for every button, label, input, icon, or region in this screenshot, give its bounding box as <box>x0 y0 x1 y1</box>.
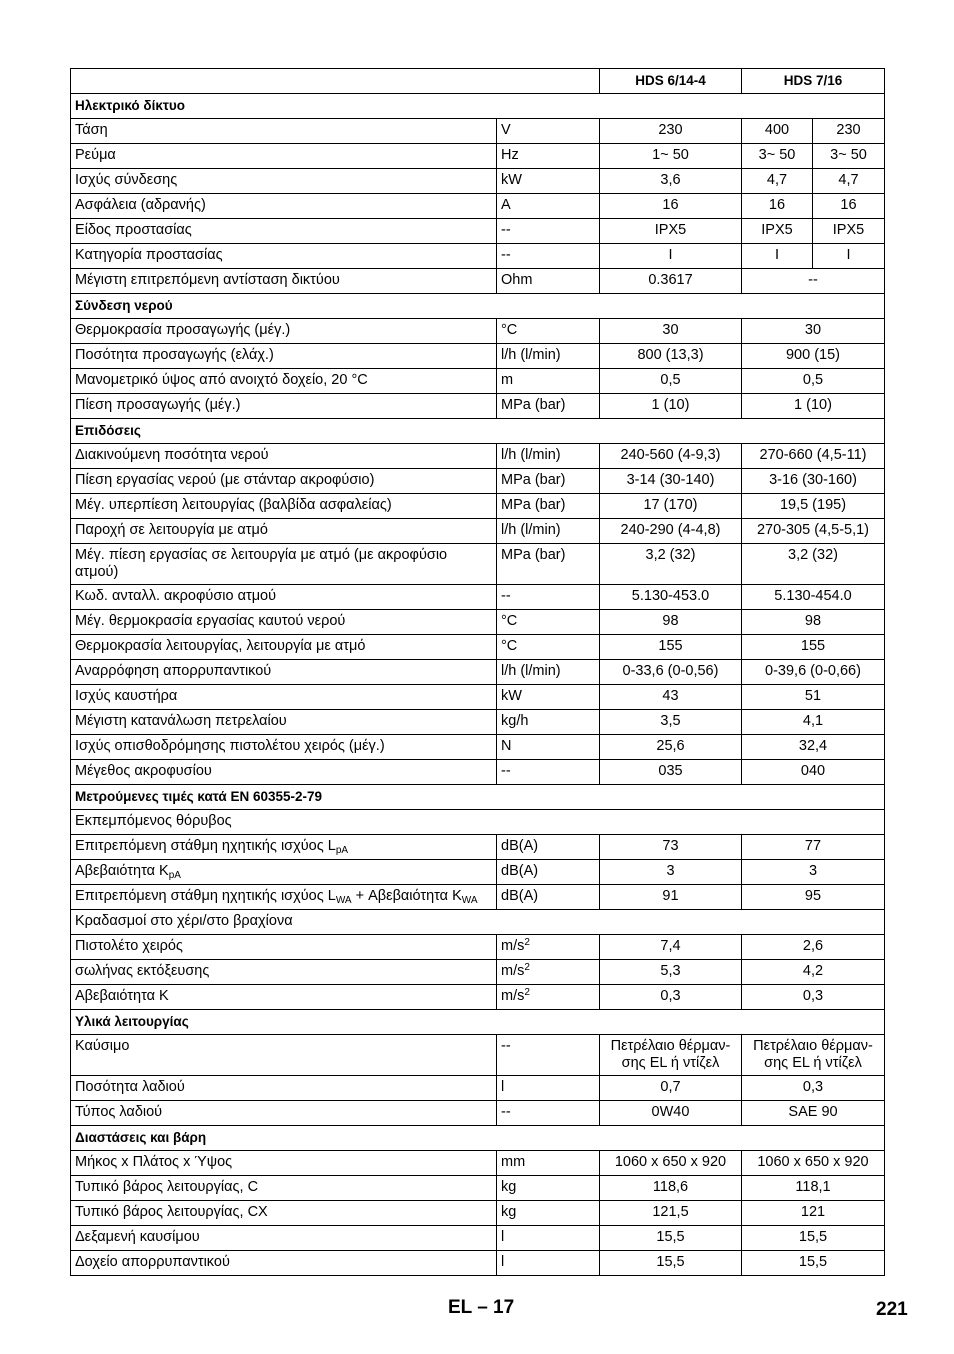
value-a: 25,6 <box>600 735 742 760</box>
technical-data-table <box>70 68 885 1276</box>
value-a: 16 <box>600 194 742 219</box>
value-b: 121 <box>742 1201 885 1226</box>
value-b: 3-16 (30-160) <box>742 469 885 494</box>
row-label: Κατηγορία προστασίας <box>71 244 497 269</box>
section-row <box>71 1010 885 1035</box>
value-b: 15,5 <box>742 1226 885 1251</box>
value-a: 0,7 <box>600 1076 742 1101</box>
row-label <box>71 885 497 910</box>
row-unit: Hz <box>497 144 600 169</box>
table-row <box>71 444 885 469</box>
table-row <box>71 219 885 244</box>
table-row <box>71 1101 885 1126</box>
row-label <box>71 835 497 860</box>
table-row <box>71 660 885 685</box>
row-unit: MPa (bar) <box>497 544 600 585</box>
value-b: 95 <box>742 885 885 910</box>
value-a: 3-14 (30-140) <box>600 469 742 494</box>
row-unit: dB(A) <box>497 860 600 885</box>
value-b: 3,2 (32) <box>742 544 885 585</box>
row-unit: Ohm <box>497 269 600 294</box>
value-a: 30 <box>600 319 742 344</box>
table-row <box>71 519 885 544</box>
row-unit: kW <box>497 685 600 710</box>
row-unit: dB(A) <box>497 885 600 910</box>
value-a: 3 <box>600 860 742 885</box>
table-row <box>71 585 885 610</box>
section-electrical: Ηλεκτρικό δίκτυο <box>71 94 885 119</box>
row-unit <box>497 935 600 960</box>
value-a: 5,3 <box>600 960 742 985</box>
row-unit: l <box>497 1226 600 1251</box>
value-b: 5.130-454.0 <box>742 585 885 610</box>
value-b: -- <box>742 269 885 294</box>
table-row <box>71 544 885 585</box>
value-b2: 3~ 50 <box>813 144 885 169</box>
value-b: SAE 90 <box>742 1101 885 1126</box>
value-a: 0.3617 <box>600 269 742 294</box>
table-row <box>71 1035 885 1076</box>
value-a: 0W40 <box>600 1101 742 1126</box>
label-subscript-2: WA <box>461 895 478 906</box>
label-subscript: pA <box>168 870 181 881</box>
table-row <box>71 169 885 194</box>
value-a: 7,4 <box>600 935 742 960</box>
row-unit: l/h (l/min) <box>497 344 600 369</box>
header-blank <box>71 69 600 94</box>
section-dimensions: Διαστάσεις και βάρη <box>71 1126 885 1151</box>
value-b1: 400 <box>742 119 813 144</box>
row-label: Ποσότητα λαδιού <box>71 1076 497 1101</box>
row-unit: kW <box>497 169 600 194</box>
value-a: 121,5 <box>600 1201 742 1226</box>
row-unit: l <box>497 1076 600 1101</box>
row-label: Ρεύμα <box>71 144 497 169</box>
value-a: 1~ 50 <box>600 144 742 169</box>
value-b: 1060 x 650 x 920 <box>742 1151 885 1176</box>
value-b: 040 <box>742 760 885 785</box>
value-b2: 4,7 <box>813 169 885 194</box>
row-unit: °C <box>497 319 600 344</box>
row-label: Μέγ. πίεση εργασίας σε λειτουργία με ατμό (με ακροφύσιο ατμού) <box>71 544 497 585</box>
row-unit: mm <box>497 1151 600 1176</box>
row-unit: -- <box>497 1101 600 1126</box>
row-label: Ισχύς σύνδεσης <box>71 169 497 194</box>
value-b1: IPX5 <box>742 219 813 244</box>
table-row <box>71 1176 885 1201</box>
row-unit <box>497 985 600 1010</box>
row-label: Είδος προστασίας <box>71 219 497 244</box>
value-b: 19,5 (195) <box>742 494 885 519</box>
value-b: 0-39,6 (0-0,66) <box>742 660 885 685</box>
subsection-row <box>71 910 885 935</box>
row-label: Πίεση προσαγωγής (μέγ.) <box>71 394 497 419</box>
label-text: Επιτρεπόμενη στάθμη ηχητικής ισχύος L <box>75 888 336 904</box>
section-row <box>71 419 885 444</box>
value-b: 0,5 <box>742 369 885 394</box>
row-unit: l/h (l/min) <box>497 660 600 685</box>
table-row <box>71 1251 885 1276</box>
value-b: 0,3 <box>742 1076 885 1101</box>
unit-superscript: 2 <box>524 987 530 998</box>
value-b: 0,3 <box>742 985 885 1010</box>
row-label: Ασφάλεια (αδρανής) <box>71 194 497 219</box>
value-a: 98 <box>600 610 742 635</box>
value-a: 15,5 <box>600 1226 742 1251</box>
value-b: 98 <box>742 610 885 635</box>
table-row <box>71 144 885 169</box>
row-unit: A <box>497 194 600 219</box>
value-b: 1 (10) <box>742 394 885 419</box>
row-label: Πίεση εργασίας νερού (με στάνταρ ακροφύσιο) <box>71 469 497 494</box>
row-label: Μήκος x Πλάτος x Ύψος <box>71 1151 497 1176</box>
table-row <box>71 1226 885 1251</box>
row-label: Αβεβαιότητα K <box>71 985 497 1010</box>
table-row <box>71 494 885 519</box>
row-unit: MPa (bar) <box>497 394 600 419</box>
value-b2: IPX5 <box>813 219 885 244</box>
row-label: Ισχύς καυστήρα <box>71 685 497 710</box>
page-number: 221 <box>876 1299 908 1320</box>
header-model-b: HDS 7/16 <box>742 69 885 94</box>
value-a: 3,2 (32) <box>600 544 742 585</box>
row-unit: N <box>497 735 600 760</box>
row-unit: l/h (l/min) <box>497 444 600 469</box>
header-model-a: HDS 6/14-4 <box>600 69 742 94</box>
value-a: 0-33,6 (0-0,56) <box>600 660 742 685</box>
value-a: 240-560 (4-9,3) <box>600 444 742 469</box>
value-b: 4,1 <box>742 710 885 735</box>
section-water: Σύνδεση νερού <box>71 294 885 319</box>
value-a: 240-290 (4-4,8) <box>600 519 742 544</box>
row-unit: kg <box>497 1176 600 1201</box>
value-b1: 3~ 50 <box>742 144 813 169</box>
value-b: 30 <box>742 319 885 344</box>
row-label: Μανομετρικό ύψος από ανοιχτό δοχείο, 20 °C <box>71 369 497 394</box>
label-subscript: pA <box>335 845 349 856</box>
value-b2: I <box>813 244 885 269</box>
section-performance: Επιδόσεις <box>71 419 885 444</box>
row-unit: V <box>497 119 600 144</box>
row-label: Τυπικό βάρος λειτουργίας, C <box>71 1176 497 1201</box>
value-b: Πετρέλαιο θέρμαν-σης EL ή ντίζελ <box>742 1035 885 1076</box>
value-b: 2,6 <box>742 935 885 960</box>
row-label: Παροχή σε λειτουργία με ατμό <box>71 519 497 544</box>
value-b: 32,4 <box>742 735 885 760</box>
row-label: Δοχείο απορρυπαντικού <box>71 1251 497 1276</box>
table-row <box>71 710 885 735</box>
value-b: 4,2 <box>742 960 885 985</box>
value-a: 035 <box>600 760 742 785</box>
table-row <box>71 194 885 219</box>
label-text: Αβεβαιότητα K <box>75 863 169 879</box>
value-a: 5.130-453.0 <box>600 585 742 610</box>
row-label: Δεξαμενή καυσίμου <box>71 1226 497 1251</box>
section-row <box>71 785 885 810</box>
table-row <box>71 885 885 910</box>
value-b2: 16 <box>813 194 885 219</box>
table-row <box>71 985 885 1010</box>
table-row <box>71 735 885 760</box>
row-unit: dB(A) <box>497 835 600 860</box>
value-a: I <box>600 244 742 269</box>
table-row <box>71 935 885 960</box>
noise-heading: Εκπεμπόμενος θόρυβος <box>71 810 885 835</box>
row-label: Μέγ. υπερπίεση λειτουργίας (βαλβίδα ασφαλείας) <box>71 494 497 519</box>
row-unit: MPa (bar) <box>497 494 600 519</box>
table-row <box>71 835 885 860</box>
row-unit: -- <box>497 1035 600 1076</box>
value-b: 118,1 <box>742 1176 885 1201</box>
table-row <box>71 860 885 885</box>
row-unit: °C <box>497 610 600 635</box>
unit-text: m/s <box>501 963 525 979</box>
table-row <box>71 369 885 394</box>
subsection-row <box>71 810 885 835</box>
value-a: IPX5 <box>600 219 742 244</box>
section-row <box>71 94 885 119</box>
label-text-2: + Αβεβαιότητα K <box>351 888 462 904</box>
table-row <box>71 1151 885 1176</box>
table-row <box>71 760 885 785</box>
table-row <box>71 344 885 369</box>
unit-text: m/s <box>501 988 525 1004</box>
value-a: 3,5 <box>600 710 742 735</box>
value-a: 1 (10) <box>600 394 742 419</box>
table-row <box>71 244 885 269</box>
row-unit: -- <box>497 244 600 269</box>
value-b: 77 <box>742 835 885 860</box>
value-a: 17 (170) <box>600 494 742 519</box>
footer-section-label: EL – 17 <box>448 1297 515 1318</box>
unit-superscript: 2 <box>524 962 530 973</box>
value-b: 15,5 <box>742 1251 885 1276</box>
value-a: 15,5 <box>600 1251 742 1276</box>
row-label: Μέγιστη κατανάλωση πετρελαίου <box>71 710 497 735</box>
row-label: Πιστολέτο χειρός <box>71 935 497 960</box>
unit-superscript: 2 <box>524 937 530 948</box>
value-b1: 16 <box>742 194 813 219</box>
value-b: 51 <box>742 685 885 710</box>
row-unit: m <box>497 369 600 394</box>
vibration-heading: Κραδασμοί στο χέρι/στο βραχίονα <box>71 910 885 935</box>
row-label: Μέγεθος ακροφυσίου <box>71 760 497 785</box>
row-label: Κωδ. ανταλλ. ακροφύσιο ατμού <box>71 585 497 610</box>
table-row <box>71 1201 885 1226</box>
row-label: Θερμοκρασία προσαγωγής (μέγ.) <box>71 319 497 344</box>
row-unit: l <box>497 1251 600 1276</box>
row-unit: -- <box>497 760 600 785</box>
value-a: 0,3 <box>600 985 742 1010</box>
row-label: Αναρρόφηση απορρυπαντικού <box>71 660 497 685</box>
row-unit: °C <box>497 635 600 660</box>
row-label: Μέγ. θερμοκρασία εργασίας καυτού νερού <box>71 610 497 635</box>
section-measured: Μετρούμενες τιμές κατά EN 60355-2-79 <box>71 785 885 810</box>
value-a: 155 <box>600 635 742 660</box>
header-row <box>71 69 885 94</box>
row-unit: -- <box>497 219 600 244</box>
table-row <box>71 635 885 660</box>
row-label: σωλήνας εκτόξευσης <box>71 960 497 985</box>
value-b2: 230 <box>813 119 885 144</box>
row-label: Τάση <box>71 119 497 144</box>
row-label: Διακινούμενη ποσότητα νερού <box>71 444 497 469</box>
value-a: 91 <box>600 885 742 910</box>
row-label: Ισχύς οπισθοδρόμησης πιστολέτου χειρός (μέγ.) <box>71 735 497 760</box>
value-b: 155 <box>742 635 885 660</box>
unit-text: m/s <box>501 938 525 954</box>
row-unit <box>497 960 600 985</box>
value-a: 73 <box>600 835 742 860</box>
value-a: 43 <box>600 685 742 710</box>
value-b1: 4,7 <box>742 169 813 194</box>
table-row <box>71 960 885 985</box>
value-a: Πετρέλαιο θέρμαν-σης EL ή ντίζελ <box>600 1035 742 1076</box>
value-a: 230 <box>600 119 742 144</box>
value-b: 900 (15) <box>742 344 885 369</box>
value-b: 3 <box>742 860 885 885</box>
label-text: Επιτρεπόμενη στάθμη ηχητικής ισχύος L <box>75 838 336 854</box>
row-unit: l/h (l/min) <box>497 519 600 544</box>
row-label: Μέγιστη επιτρεπόμενη αντίσταση δικτύου <box>71 269 497 294</box>
value-b: 270-305 (4,5-5,1) <box>742 519 885 544</box>
value-a: 118,6 <box>600 1176 742 1201</box>
row-label: Ποσότητα προσαγωγής (ελάχ.) <box>71 344 497 369</box>
value-a: 0,5 <box>600 369 742 394</box>
section-row <box>71 294 885 319</box>
row-label: Καύσιμο <box>71 1035 497 1076</box>
section-row <box>71 1126 885 1151</box>
row-unit: kg/h <box>497 710 600 735</box>
table-row <box>71 610 885 635</box>
label-subscript: WA <box>335 895 352 906</box>
row-label: Τύπος λαδιού <box>71 1101 497 1126</box>
table-row <box>71 319 885 344</box>
value-b: 270-660 (4,5-11) <box>742 444 885 469</box>
row-label: Θερμοκρασία λειτουργίας, λειτουργία με ατμό <box>71 635 497 660</box>
value-a: 800 (13,3) <box>600 344 742 369</box>
table-row <box>71 269 885 294</box>
row-unit: kg <box>497 1201 600 1226</box>
value-a: 3,6 <box>600 169 742 194</box>
row-unit: MPa (bar) <box>497 469 600 494</box>
value-b1: I <box>742 244 813 269</box>
row-label: Τυπικό βάρος λειτουργίας, CX <box>71 1201 497 1226</box>
row-unit: -- <box>497 585 600 610</box>
table-row <box>71 394 885 419</box>
row-label <box>71 860 497 885</box>
table-row <box>71 119 885 144</box>
table-row <box>71 685 885 710</box>
table-row <box>71 1076 885 1101</box>
table-row <box>71 469 885 494</box>
section-consumables: Υλικά λειτουργίας <box>71 1010 885 1035</box>
value-a: 1060 x 650 x 920 <box>600 1151 742 1176</box>
